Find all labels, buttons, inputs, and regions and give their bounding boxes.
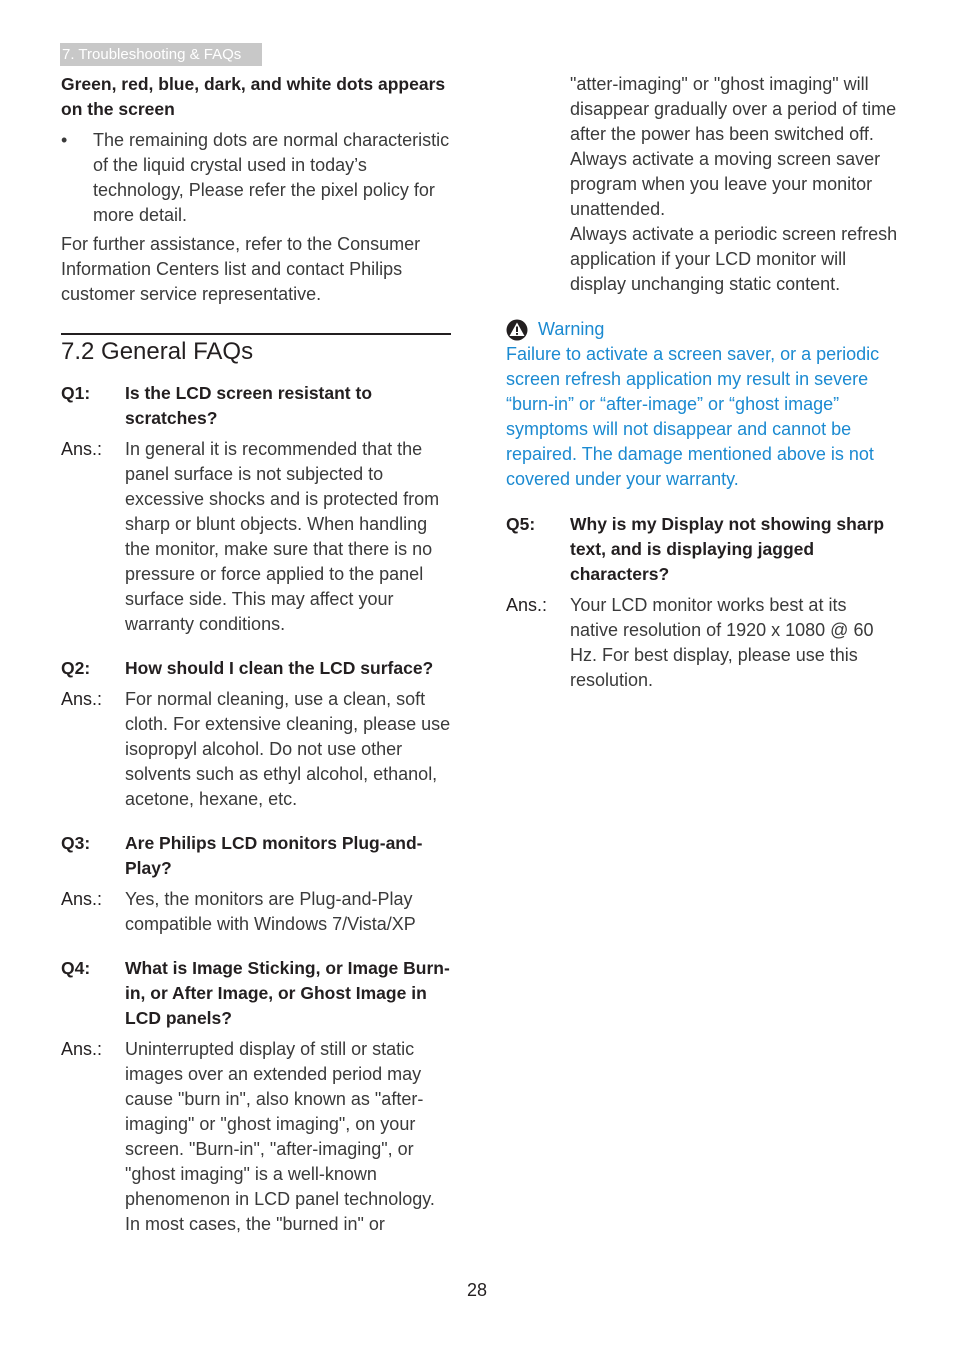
dots-heading: Green, red, blue, dark, and white dots appears on the screen <box>61 74 446 119</box>
faq-q2 <box>61 656 451 812</box>
assistance-text: For further assistance, refer to the Consumer Information Centers list and contact Philips customer service representative. <box>61 234 421 304</box>
faq-q5 <box>506 512 898 693</box>
warning-title: Warning <box>538 319 605 339</box>
question-text: Why is my Display not showing sharp text, and is displaying jagged characters? <box>570 514 885 584</box>
faq-q4 <box>61 956 451 1237</box>
dots-bullet-text: The remaining dots are normal characteristic of the liquid crystal used in today’s technology, Please refer the pixel policy for more detail. <box>93 130 450 225</box>
answer-label: Ans.: <box>61 689 103 709</box>
answer-text: Your LCD monitor works best at its native resolution of 1920 x 1080 @ 60 Hz. For best display, please use this resolution. <box>570 595 874 690</box>
answer-label: Ans.: <box>61 889 103 909</box>
answer-text: Yes, the monitors are Plug-and-Play compatible with Windows 7/Vista/XP <box>125 889 416 934</box>
page-number: 28 <box>466 1280 488 1300</box>
answer-text: Uninterrupted display of still or static images over an extended period may cause "burn in", also known as "after-imaging" or "ghost imaging", on your screen. "Burn-in", "after-imaging", or "ghost imaging" is a well-known phenomenon in LCD panel technology. In most cases, the "burned in" or <box>125 1039 435 1234</box>
answer-text: For normal cleaning, use a clean, soft cloth. For extensive cleaning, please use isopropyl alcohol. Do not use other solvents such as ethyl alcohol, ethanol, acetone, hexane, etc. <box>125 689 451 809</box>
q4-continued <box>506 72 898 297</box>
question-text: What is Image Sticking, or Image Burn-in, or After Image, or Ghost Image in LCD panels? <box>125 958 450 1028</box>
left-column <box>61 72 451 1237</box>
question-label: Q2: <box>61 658 91 678</box>
answer-text: In general it is recommended that the panel surface is not subjected to excessive shocks and is protected from sharp or blunt objects. When handling the monitor, make sure that there is no pressure or force applied to the panel surface side. This may affect your warranty conditions. <box>125 439 440 634</box>
section-divider <box>61 333 451 335</box>
answer-label: Ans.: <box>506 595 548 615</box>
section-tab: 7. Troubleshooting & FAQs <box>60 43 262 66</box>
section-title: 7.2 General FAQs <box>61 338 254 365</box>
question-text: How should I clean the LCD surface? <box>125 658 434 678</box>
question-label: Q1: <box>61 383 91 403</box>
answer-label: Ans.: <box>61 439 103 459</box>
answer-continued-text: "atter-imaging" or "ghost imaging" will disappear gradually over a period of time after the power has been switched off. <box>570 74 897 144</box>
faq-q1 <box>61 381 451 637</box>
right-column <box>506 72 898 693</box>
question-label: Q4: <box>61 958 91 978</box>
answer-label: Ans.: <box>61 1039 103 1059</box>
question-label: Q3: <box>61 833 91 853</box>
question-label: Q5: <box>506 514 536 534</box>
screen-saver-advice: Always activate a moving screen saver program when you leave your monitor unattended. <box>570 149 881 219</box>
dots-bullet-item <box>61 128 451 228</box>
warning-icon <box>506 319 528 341</box>
question-text: Is the LCD screen resistant to scratches? <box>125 383 373 428</box>
screen-refresh-advice: Always activate a periodic screen refresh application if your LCD monitor will display unchanging static content. <box>570 224 898 294</box>
bullet-symbol: • <box>61 130 68 150</box>
faq-q3 <box>61 831 451 937</box>
warning-box <box>506 317 898 492</box>
question-text: Are Philips LCD monitors Plug-and-Play? <box>125 833 423 878</box>
warning-text: Failure to activate a screen saver, or a periodic screen refresh application my result in severe “burn-in” or “after-image” or “ghost image” symptoms will not disappear and cannot be repaired. The damage mentioned above is not covered under your warranty. <box>506 344 880 489</box>
